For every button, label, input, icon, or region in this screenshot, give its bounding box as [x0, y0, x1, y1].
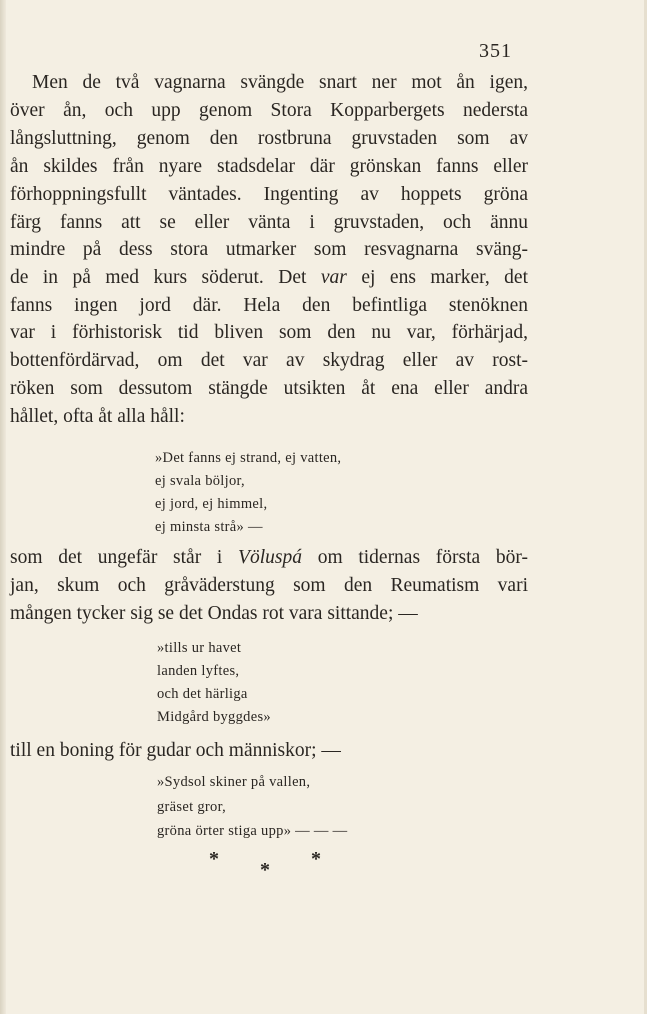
text-segment: om tidernas första bör- [317, 547, 528, 568]
verse-line: gröna örter stiga upp» — — — [157, 823, 348, 839]
text-line: färg fanns att se eller vänta i gruvstaden, och ännu [10, 212, 528, 233]
verse-line: ej minsta strå» — [155, 519, 263, 535]
text-line [10, 544, 528, 571]
text-segment: som det ungefär står i [10, 547, 239, 568]
verse-line: ej svala böljor, [155, 473, 245, 489]
verse-line: landen lyftes, [157, 663, 240, 679]
text-line: långsluttning, genom den rostbruna gruvstaden som av [10, 128, 528, 149]
text-line: över ån, och upp genom Stora Kopparbergets nedersta [10, 100, 528, 121]
page-number: 351 [479, 40, 512, 62]
section-break-asterisk: * [209, 848, 219, 870]
text-segment: ej ens marker, det [361, 267, 528, 288]
section-break-asterisk: * [260, 859, 270, 881]
text-line: bottenfördärvad, om det var av skydrag eller av rost- [10, 350, 528, 371]
text-line: Men de två vagnarna svängde snart ner mot ån igen, [32, 72, 528, 93]
text-line: fanns ingen jord där. Hela den befintliga stenöknen [10, 295, 528, 316]
text-line: till en boning för gudar och människor; — [10, 740, 341, 761]
verse-line: ej jord, ej himmel, [155, 496, 268, 512]
verse-line: gräset gror, [157, 799, 227, 815]
text-segment: de in på med kurs söderut. Det [10, 267, 321, 288]
text-line: var i förhistorisk tid bliven som den nu var, förhärjad, [10, 322, 528, 343]
text-line: hållet, ofta åt alla håll: [10, 406, 185, 427]
text-line [10, 264, 528, 291]
emphasis-var: var [320, 267, 347, 288]
text-line: jan, skum och gråväderstung som den Reumatism vari [10, 575, 528, 596]
verse-line: »tills ur havet [157, 640, 242, 656]
verse-line: »Det fanns ej strand, ej vatten, [155, 450, 342, 466]
verse-line: och det härliga [157, 686, 248, 702]
verse-line: »Sydsol skiner på vallen, [157, 774, 311, 790]
text-line: förhoppningsfullt väntades. Ingenting av hoppets gröna [10, 184, 528, 205]
section-break-asterisk: * [311, 848, 321, 870]
text-line: mången tycker sig se det Ondas rot vara sittande; — [10, 603, 418, 624]
text-line: ån skildes från nyare stadsdelar där grönskan fanns eller [10, 156, 528, 177]
text-line: mindre på dess stora utmarker som resvagnarna sväng- [10, 239, 528, 260]
page-binding-edge [0, 0, 6, 1014]
text-line: röken som dessutom stängde utsikten åt ena eller andra [10, 378, 528, 399]
emphasis-voluspa: Völuspá [238, 547, 302, 568]
verse-line: Midgård byggdes» [157, 709, 271, 725]
